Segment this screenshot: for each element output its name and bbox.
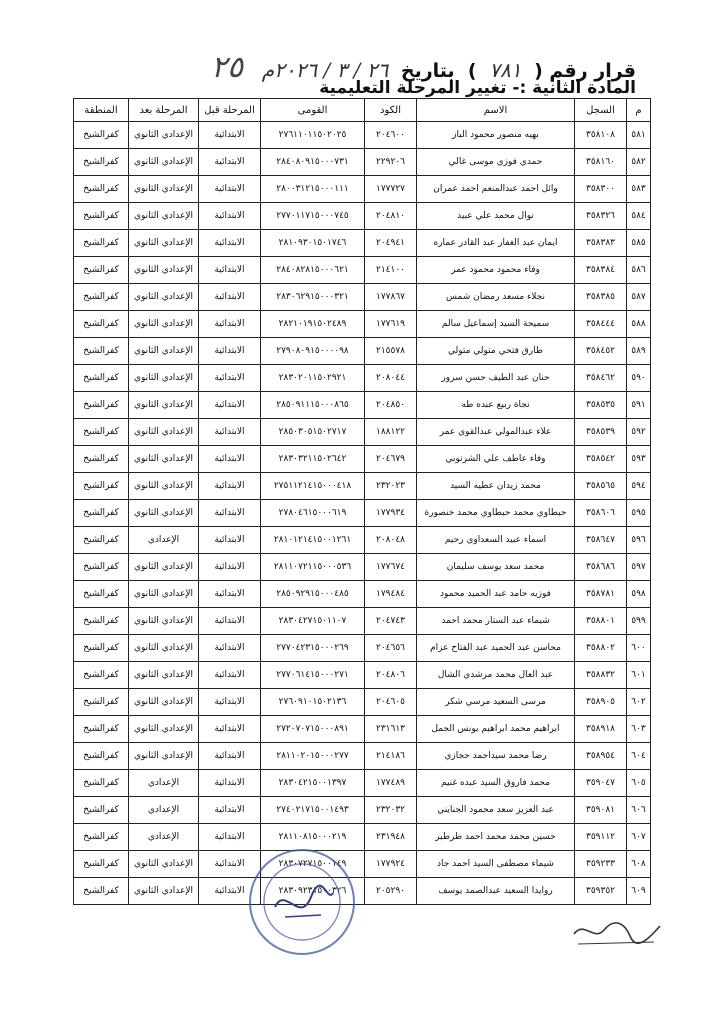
name-cell: حسين محمد محمد احمد طرطير — [417, 824, 575, 851]
table-row — [74, 770, 651, 797]
code-cell: ١٧٧٧٢٧ — [365, 176, 417, 203]
stage-before-cell: الابتدائية — [199, 878, 261, 905]
name-cell: ايمان عبد الغفار عبد القادر عماره — [417, 230, 575, 257]
table-row — [74, 797, 651, 824]
national-id-cell: ٢٨١١٠٢٠١٥٠٠٠٢٧٧ — [261, 743, 365, 770]
region-cell: كفرالشيخ — [74, 635, 129, 662]
table-row — [74, 392, 651, 419]
region-cell: كفرالشيخ — [74, 473, 129, 500]
table-row — [74, 203, 651, 230]
region-cell: كفرالشيخ — [74, 122, 129, 149]
code-cell: ١٧٩٤٨٤ — [365, 581, 417, 608]
stage-before-cell: الابتدائية — [199, 527, 261, 554]
region-cell: كفرالشيخ — [74, 527, 129, 554]
registry-number-cell: ٣٥٨٩١٨ — [575, 716, 627, 743]
registry-number-cell: ٣٥٩٠٨١ — [575, 797, 627, 824]
stage-after-cell: الإعدادي — [129, 770, 199, 797]
name-cell: حيطاوي محمد حيطاوي محمد خنصورة — [417, 500, 575, 527]
stage-before-cell: الابتدائية — [199, 851, 261, 878]
table-row — [74, 122, 651, 149]
stage-after-cell: الإعدادي الثانوي — [129, 203, 199, 230]
registry-number-cell: ٣٥٨٣٨٤ — [575, 257, 627, 284]
column-header: الكود — [365, 99, 417, 122]
name-cell: وفاء محمود محمود عمر — [417, 257, 575, 284]
stage-after-cell: الإعدادي الثانوي — [129, 311, 199, 338]
row-number-cell: ٥٨٢ — [627, 149, 651, 176]
row-number-cell: ٥٨٣ — [627, 176, 651, 203]
national-id-cell: ٢٨١٠١٢١٤١٥٠٠١٢٦١ — [261, 527, 365, 554]
region-cell: كفرالشيخ — [74, 608, 129, 635]
national-id-cell: ٢٧٧٠٤٢٣١٥٠٠٠٢٦٩ — [261, 635, 365, 662]
name-cell: شيماء عبد الستار محمد احمد — [417, 608, 575, 635]
row-number-cell: ٦٠٥ — [627, 770, 651, 797]
national-id-cell: ٢٧٧٠٦١٤١٥٠٠٠٢٧١ — [261, 662, 365, 689]
national-id-cell: ٢٨٣٠٣٢١١٥٠٢٦٤٢ — [261, 446, 365, 473]
stage-before-cell: الابتدائية — [199, 446, 261, 473]
registry-number-cell: ٣٥٩١١٢ — [575, 824, 627, 851]
code-cell: ١٧٧٦٧٤ — [365, 554, 417, 581]
registry-number-cell: ٣٥٩٠٤٧ — [575, 770, 627, 797]
name-cell: محمد زيدان عطيه السيد — [417, 473, 575, 500]
region-cell: كفرالشيخ — [74, 689, 129, 716]
stage-after-cell: الإعدادي الثانوي — [129, 716, 199, 743]
registry-number-cell: ٣٥٨٨٠١ — [575, 608, 627, 635]
stage-after-cell: الإعدادي الثانوي — [129, 176, 199, 203]
registry-number-cell: ٣٥٨٤٥٢ — [575, 338, 627, 365]
table-row — [74, 851, 651, 878]
code-cell: ٢٠٤٨١٠ — [365, 203, 417, 230]
stage-after-cell: الإعدادي الثانوي — [129, 446, 199, 473]
region-cell: كفرالشيخ — [74, 149, 129, 176]
stage-before-cell: الابتدائية — [199, 338, 261, 365]
registry-number-cell: ٣٥٨٥٦٥ — [575, 473, 627, 500]
column-header: م — [627, 99, 651, 122]
registry-number-cell: ٣٥٨٨٣٢ — [575, 662, 627, 689]
row-number-cell: ٦٠٣ — [627, 716, 651, 743]
code-cell: ٢٠٤٩٤١ — [365, 230, 417, 257]
stage-before-cell: الابتدائية — [199, 176, 261, 203]
stage-after-cell: الإعدادي الثانوي — [129, 581, 199, 608]
row-number-cell: ٥٩١ — [627, 392, 651, 419]
table-row — [74, 635, 651, 662]
stage-after-cell: الإعدادي الثانوي — [129, 284, 199, 311]
row-number-cell: ٦٠٢ — [627, 689, 651, 716]
registry-number-cell: ٣٥٨٦٤٧ — [575, 527, 627, 554]
code-cell: ٢٣٢٠٢٣ — [365, 473, 417, 500]
code-cell: ٢٠٤٧٤٣ — [365, 608, 417, 635]
column-header: المرحلة بعد — [129, 99, 199, 122]
region-cell: كفرالشيخ — [74, 743, 129, 770]
row-number-cell: ٥٩٩ — [627, 608, 651, 635]
signature-mark — [566, 912, 666, 952]
column-header: القومى — [261, 99, 365, 122]
table-row — [74, 419, 651, 446]
stage-after-cell: الإعدادي — [129, 824, 199, 851]
code-cell: ٢٠٤٦٥٦ — [365, 635, 417, 662]
stage-after-cell: الإعدادي الثانوي — [129, 392, 199, 419]
row-number-cell: ٥٨١ — [627, 122, 651, 149]
name-cell: سميحة السيد إسماعيل سالم — [417, 311, 575, 338]
column-header: الاسم — [417, 99, 575, 122]
national-id-cell: ٢٨١١٠٧٢١١٥٠٠٠٥٣٦ — [261, 554, 365, 581]
stage-before-cell: الابتدائية — [199, 770, 261, 797]
national-id-cell: ٢٧٤٠٢١٧١٥٠٠١٤٩٣ — [261, 797, 365, 824]
registry-number-cell: ٣٥٨٦٨٦ — [575, 554, 627, 581]
stage-before-cell: الابتدائية — [199, 554, 261, 581]
name-cell: رضا محمد سيداحمد حجازي — [417, 743, 575, 770]
article-title: المادة الثانية :- تغيير المرحلة التعليمية — [319, 78, 636, 98]
table-body — [74, 122, 651, 905]
code-cell: ٢٣١٩٤٨ — [365, 824, 417, 851]
code-cell: ٢٣٢٠٣٢ — [365, 797, 417, 824]
region-cell: كفرالشيخ — [74, 770, 129, 797]
table-row — [74, 689, 651, 716]
name-cell: مرسى السعيد مرسي شكر — [417, 689, 575, 716]
region-cell: كفرالشيخ — [74, 419, 129, 446]
code-cell: ١٧٧٨٦٧ — [365, 284, 417, 311]
row-number-cell: ٦٠٠ — [627, 635, 651, 662]
stage-before-cell: الابتدائية — [199, 149, 261, 176]
stage-before-cell: الابتدائية — [199, 662, 261, 689]
decision-label: قرار رقم ( — [534, 60, 636, 82]
stage-after-cell: الإعدادي الثانوي — [129, 500, 199, 527]
stage-before-cell: الابتدائية — [199, 122, 261, 149]
name-cell: حنان عبد الطيف حسن سرور — [417, 365, 575, 392]
code-cell: ٢٣١٦١٣ — [365, 716, 417, 743]
records-table — [73, 98, 651, 905]
region-cell: كفرالشيخ — [74, 311, 129, 338]
registry-number-cell: ٣٥٨٣٨٣ — [575, 230, 627, 257]
national-id-cell: ٢٨٥٠٣٠٥١٥٠٢٧١٧ — [261, 419, 365, 446]
code-cell: ١٨٨١٢٢ — [365, 419, 417, 446]
region-cell: كفرالشيخ — [74, 176, 129, 203]
row-number-cell: ٥٩٥ — [627, 500, 651, 527]
table-row — [74, 257, 651, 284]
name-cell: اسماء عبيد السعداوي رحيم — [417, 527, 575, 554]
stage-before-cell: الابتدائية — [199, 500, 261, 527]
registry-number-cell: ٣٥٨٧٨١ — [575, 581, 627, 608]
national-id-cell: ٢٨٢١٠١٩١٥٠٢٤٨٩ — [261, 311, 365, 338]
region-cell: كفرالشيخ — [74, 365, 129, 392]
name-cell: فوزيه حامد عبد الحميد محمود — [417, 581, 575, 608]
stage-after-cell: الإعدادي الثانوي — [129, 419, 199, 446]
national-id-cell: ٢٨٥٠٩٢٩١٥٠٠٠٤٨٥ — [261, 581, 365, 608]
region-cell: كفرالشيخ — [74, 554, 129, 581]
decision-number: ٧٨١ — [489, 58, 522, 82]
code-cell: ١٧٧٦١٩ — [365, 311, 417, 338]
row-number-cell: ٥٩٨ — [627, 581, 651, 608]
code-cell: ٢١٤١٠٠ — [365, 257, 417, 284]
national-id-cell: ٢٧٨٠٤٦١٥٠٠٠٦١٩ — [261, 500, 365, 527]
row-number-cell: ٦٠٦ — [627, 797, 651, 824]
region-cell: كفرالشيخ — [74, 257, 129, 284]
stage-before-cell: الابتدائية — [199, 365, 261, 392]
name-cell: نجاة ربيع عبده طه — [417, 392, 575, 419]
name-cell: عبد العزيز سعد محمود الجنايني — [417, 797, 575, 824]
column-header: السجل — [575, 99, 627, 122]
national-id-cell: ٢٧٦١١٠١١٥٠٢٠٢٥ — [261, 122, 365, 149]
stage-before-cell: الابتدائية — [199, 203, 261, 230]
national-id-cell: ٢٧٦٠٩١٠١٥٠٢١٣٦ — [261, 689, 365, 716]
column-header: المرحلة قبل — [199, 99, 261, 122]
code-cell: ١٧٧٩٣٤ — [365, 500, 417, 527]
registry-number-cell: ٣٥٨٤٦٢ — [575, 365, 627, 392]
name-cell: علاء عبدالمولي عبدالقوي عمر — [417, 419, 575, 446]
table-row — [74, 446, 651, 473]
region-cell: كفرالشيخ — [74, 662, 129, 689]
stage-before-cell: الابتدائية — [199, 581, 261, 608]
stage-after-cell: الإعدادي الثانوي — [129, 851, 199, 878]
row-number-cell: ٥٩٦ — [627, 527, 651, 554]
stage-after-cell: الإعدادي الثانوي — [129, 149, 199, 176]
code-cell: ٢١٤١٨٦ — [365, 743, 417, 770]
code-cell: ١٧٧٩٢٤ — [365, 851, 417, 878]
stage-after-cell: الإعدادي الثانوي — [129, 257, 199, 284]
national-id-cell: ٢٨٣٠٤٢٧١٥٠١١٠٧ — [261, 608, 365, 635]
code-cell: ٢٠٥٢٩٠ — [365, 878, 417, 905]
table-row — [74, 716, 651, 743]
stage-before-cell: الابتدائية — [199, 743, 261, 770]
registry-number-cell: ٣٥٨٣٠٠ — [575, 176, 627, 203]
date-value: ٢٦ / ٣ / ٢٠٢٦م — [261, 58, 389, 82]
code-cell: ١٧٧٤٨٩ — [365, 770, 417, 797]
name-cell: روايدا السعيد عبدالصمد يوسف — [417, 878, 575, 905]
column-header: المنطقة — [74, 99, 129, 122]
row-number-cell: ٥٨٤ — [627, 203, 651, 230]
row-number-cell: ٥٨٧ — [627, 284, 651, 311]
table-row — [74, 284, 651, 311]
table-row — [74, 527, 651, 554]
stage-after-cell: الإعدادي الثانوي — [129, 338, 199, 365]
name-cell: طارق فتحي متولي متولي — [417, 338, 575, 365]
stage-before-cell: الابتدائية — [199, 419, 261, 446]
code-cell: ٢٠٨٠٤٨ — [365, 527, 417, 554]
table-row — [74, 662, 651, 689]
national-id-cell: ٢٧٧٠١١٧١٥٠٠٠٧٤٥ — [261, 203, 365, 230]
handwritten-mark: ٢٥ — [210, 50, 244, 85]
registry-number-cell: ٣٥٨٦٠٦ — [575, 500, 627, 527]
row-number-cell: ٦٠١ — [627, 662, 651, 689]
table-row — [74, 581, 651, 608]
table-row — [74, 149, 651, 176]
stage-before-cell: الابتدائية — [199, 635, 261, 662]
name-cell: وائل احمد عبدالمنعم احمد عمران — [417, 176, 575, 203]
stage-after-cell: الإعدادي الثانوي — [129, 122, 199, 149]
registry-number-cell: ٣٥٩٣٥٢ — [575, 878, 627, 905]
registry-number-cell: ٣٥٨٥٤٢ — [575, 446, 627, 473]
stage-after-cell: الإعدادي الثانوي — [129, 662, 199, 689]
stage-before-cell: الابتدائية — [199, 257, 261, 284]
region-cell: كفرالشيخ — [74, 851, 129, 878]
national-id-cell: ٢٨١١٠٨١٥٠٠٠٢١٩ — [261, 824, 365, 851]
row-number-cell: ٥٩٧ — [627, 554, 651, 581]
stage-after-cell: الإعدادي الثانوي — [129, 473, 199, 500]
stage-after-cell: الإعدادي الثانوي — [129, 608, 199, 635]
region-cell: كفرالشيخ — [74, 878, 129, 905]
stage-before-cell: الابتدائية — [199, 608, 261, 635]
national-id-cell: ٢٨٣٠٢٠١١٥٠٢٩٢١ — [261, 365, 365, 392]
code-cell: ٢٠٨٠٤٤ — [365, 365, 417, 392]
stage-after-cell: الإعدادي — [129, 527, 199, 554]
stage-before-cell: الابتدائية — [199, 311, 261, 338]
region-cell: كفرالشيخ — [74, 230, 129, 257]
decision-close: ) — [467, 60, 477, 82]
stage-before-cell: الابتدائية — [199, 284, 261, 311]
name-cell: شيماء مصطفى السيد احمد جاد — [417, 851, 575, 878]
table-row — [74, 608, 651, 635]
name-cell: محاسن عبد الحميد عبد الفتاح عزام — [417, 635, 575, 662]
registry-number-cell: ٣٥٩٢٣٣ — [575, 851, 627, 878]
national-id-cell: ٢٨٤٠٨٢٨١٥٠٠٠٦٢١ — [261, 257, 365, 284]
national-id-cell: ٢٨٥٠٩١١١٥٠٠٠٨٦٥ — [261, 392, 365, 419]
stage-before-cell: الابتدائية — [199, 797, 261, 824]
stage-after-cell: الإعدادي الثانوي — [129, 635, 199, 662]
stage-before-cell: الابتدائية — [199, 473, 261, 500]
registry-number-cell: ٣٥٨١٦٠ — [575, 149, 627, 176]
region-cell: كفرالشيخ — [74, 797, 129, 824]
row-number-cell: ٥٨٩ — [627, 338, 651, 365]
stage-before-cell: الابتدائية — [199, 230, 261, 257]
name-cell: وفاء عاطف علي الشرنوبي — [417, 446, 575, 473]
code-cell: ٢٠٤٦٧٩ — [365, 446, 417, 473]
stage-after-cell: الإعدادي الثانوي — [129, 365, 199, 392]
office-stamp — [245, 845, 360, 960]
region-cell: كفرالشيخ — [74, 338, 129, 365]
registry-number-cell: ٣٥٨١٠٨ — [575, 122, 627, 149]
table-row — [74, 473, 651, 500]
stage-after-cell: الإعدادي الثانوي — [129, 230, 199, 257]
code-cell: ٢١٥٥٧٨ — [365, 338, 417, 365]
region-cell: كفرالشيخ — [74, 446, 129, 473]
row-number-cell: ٥٨٦ — [627, 257, 651, 284]
registry-number-cell: ٣٥٨٥٣٩ — [575, 419, 627, 446]
row-number-cell: ٥٨٥ — [627, 230, 651, 257]
name-cell: عبد العال محمد مرشدي الشال — [417, 662, 575, 689]
table-row — [74, 365, 651, 392]
registry-number-cell: ٣٥٨٤٤٤ — [575, 311, 627, 338]
stage-after-cell: الإعدادي الثانوي — [129, 743, 199, 770]
table-row — [74, 311, 651, 338]
code-cell: ٢٠٤٦٠٥ — [365, 689, 417, 716]
name-cell: نوال محمد علي عبيد — [417, 203, 575, 230]
stage-after-cell: الإعدادي الثانوي — [129, 689, 199, 716]
registry-number-cell: ٣٥٨٣٨٥ — [575, 284, 627, 311]
name-cell: نجلاء مسعد رمضان شمس — [417, 284, 575, 311]
registry-number-cell: ٣٥٨٨٠٢ — [575, 635, 627, 662]
table-row — [74, 824, 651, 851]
row-number-cell: ٦٠٤ — [627, 743, 651, 770]
registry-number-cell: ٣٥٨٣٢٦ — [575, 203, 627, 230]
stage-before-cell: الابتدائية — [199, 824, 261, 851]
stage-before-cell: الابتدائية — [199, 392, 261, 419]
national-id-cell: ٢٧٥١١٢١٤١٥٠٠٠٤١٨ — [261, 473, 365, 500]
name-cell: محمد فاروق السيد عبده غنيم — [417, 770, 575, 797]
national-id-cell: ٢٨٣٠٦٢٩١٥٠٠٠٣٢١ — [261, 284, 365, 311]
region-cell: كفرالشيخ — [74, 581, 129, 608]
national-id-cell: ٢٨٣٠٩٢٣١٥٠٠٣٢٦ — [261, 878, 365, 905]
table-row — [74, 176, 651, 203]
region-cell: كفرالشيخ — [74, 284, 129, 311]
registry-number-cell: ٣٥٨٩٥٤ — [575, 743, 627, 770]
stage-before-cell: الابتدائية — [199, 689, 261, 716]
row-number-cell: ٦٠٧ — [627, 824, 651, 851]
table-header-row — [74, 99, 651, 122]
stage-after-cell: الإعدادي الثانوي — [129, 878, 199, 905]
national-id-cell: ٢٧٩٠٨٠٩١٥٠٠٠٠٩٨ — [261, 338, 365, 365]
national-id-cell: ٢٨٣٠٧٢٧١٥٠٠١٤٩ — [261, 851, 365, 878]
row-number-cell: ٥٩٢ — [627, 419, 651, 446]
code-cell: ٢٠٤٦٠٠ — [365, 122, 417, 149]
registry-number-cell: ٣٥٨٩٠٥ — [575, 689, 627, 716]
national-id-cell: ٢٨٣٠٤٢١٥٠٠١٣٩٧ — [261, 770, 365, 797]
region-cell: كفرالشيخ — [74, 392, 129, 419]
name-cell: حمدي فوزي موسى غالي — [417, 149, 575, 176]
code-cell: ٢٢٩٢٠٦ — [365, 149, 417, 176]
region-cell: كفرالشيخ — [74, 716, 129, 743]
row-number-cell: ٦٠٨ — [627, 851, 651, 878]
table-row — [74, 338, 651, 365]
region-cell: كفرالشيخ — [74, 203, 129, 230]
name-cell: بهيه منصور محمود الباز — [417, 122, 575, 149]
name-cell: محمد سعد يوسف سليمان — [417, 554, 575, 581]
registry-number-cell: ٣٥٨٥٣٥ — [575, 392, 627, 419]
row-number-cell: ٥٩٠ — [627, 365, 651, 392]
date-label: بتاريخ — [400, 60, 455, 82]
national-id-cell: ٢٨٤٠٨٠٩١٥٠٠٠٧٣١ — [261, 149, 365, 176]
table-row — [74, 500, 651, 527]
table-row — [74, 554, 651, 581]
stage-after-cell: الإعدادي — [129, 797, 199, 824]
code-cell: ٢٠٤٨٥٠ — [365, 392, 417, 419]
row-number-cell: ٦٠٩ — [627, 878, 651, 905]
table-row — [74, 230, 651, 257]
stage-after-cell: الإعدادي الثانوي — [129, 554, 199, 581]
stage-before-cell: الابتدائية — [199, 716, 261, 743]
table-row — [74, 743, 651, 770]
national-id-cell: ٢٨١٠٩٣٠١٥٠١٧٤٦ — [261, 230, 365, 257]
table-row — [74, 878, 651, 905]
national-id-cell: ٢٨٠٠٣١٢١٥٠٠٠١١١ — [261, 176, 365, 203]
row-number-cell: ٥٨٨ — [627, 311, 651, 338]
row-number-cell: ٥٩٤ — [627, 473, 651, 500]
national-id-cell: ٢٧٢٠٧٠٧١٥٠٠٠٨٩١ — [261, 716, 365, 743]
row-number-cell: ٥٩٣ — [627, 446, 651, 473]
region-cell: كفرالشيخ — [74, 500, 129, 527]
name-cell: ابراهيم محمد ابراهيم يونس الجمل — [417, 716, 575, 743]
code-cell: ٢٠٤٨٠٦ — [365, 662, 417, 689]
region-cell: كفرالشيخ — [74, 824, 129, 851]
